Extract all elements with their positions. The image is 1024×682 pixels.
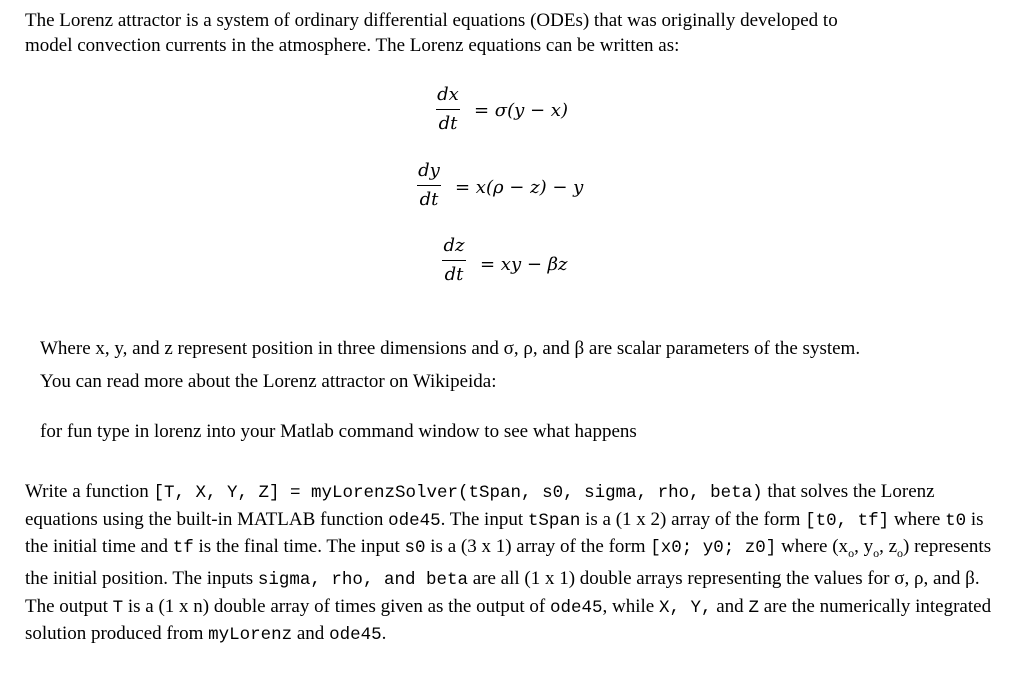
where-text: Where x, y, and z represent position in three dimensions and σ, ρ, and β are scalar parameters of the system. [40,338,861,359]
fraction-dx-dt: dx dt [437,84,459,134]
equation-dz-rhs: = xy − βz [480,254,568,275]
read-more-text: You can read more about the Lorenz attractor on Wikipeida: [40,371,497,392]
intro-line-1: The Lorenz attractor is a system of ordinary differential equations (ODEs) that was originally developed to [25,10,838,31]
fun-text: for fun type in lorenz into your Matlab command window to see what happens [40,421,637,442]
equation-dy-rhs: = x(ρ − z) − y [455,177,584,198]
function-signature: [T, X, Y, Z] = myLorenzSolver(tSpan, s0, sigma, rho, beta) [153,483,763,503]
intro-paragraph [25,8,1015,58]
task-paragraph: Write a function [T, X, Y, Z] = myLorenzSolver(tSpan, s0, sigma, rho, beta) that solves the Lorenz equations using the built-in MATLAB function ode45. The input tSpan is a (1 x 2) array of the form [t0, tf] where t0 is the initial time and tf is the final time. The input s0 is a (3 x 1) array of the form [x0; y0; z0] where ($x_o$, $y_o$, $z_o$) represents the initial position. The inputs sigma, rho, and beta are all (1 x 1) double arrays representing the values for σ, ρ, and β. The output T is a (1 x n) double array of times given as the output of ode45, while X, Y, and Z are the numerically integrated solution produced from myLorenz and ode45. [25,481,992,646]
fraction-dz-dt: dz dt [443,235,465,285]
intro-line-2: model convection currents in the atmosphere. The Lorenz equations can be written as: [25,35,680,56]
equation-dx-rhs: = σ(y − x) [474,100,568,121]
fraction-dy-dt: dy dt [418,160,440,210]
